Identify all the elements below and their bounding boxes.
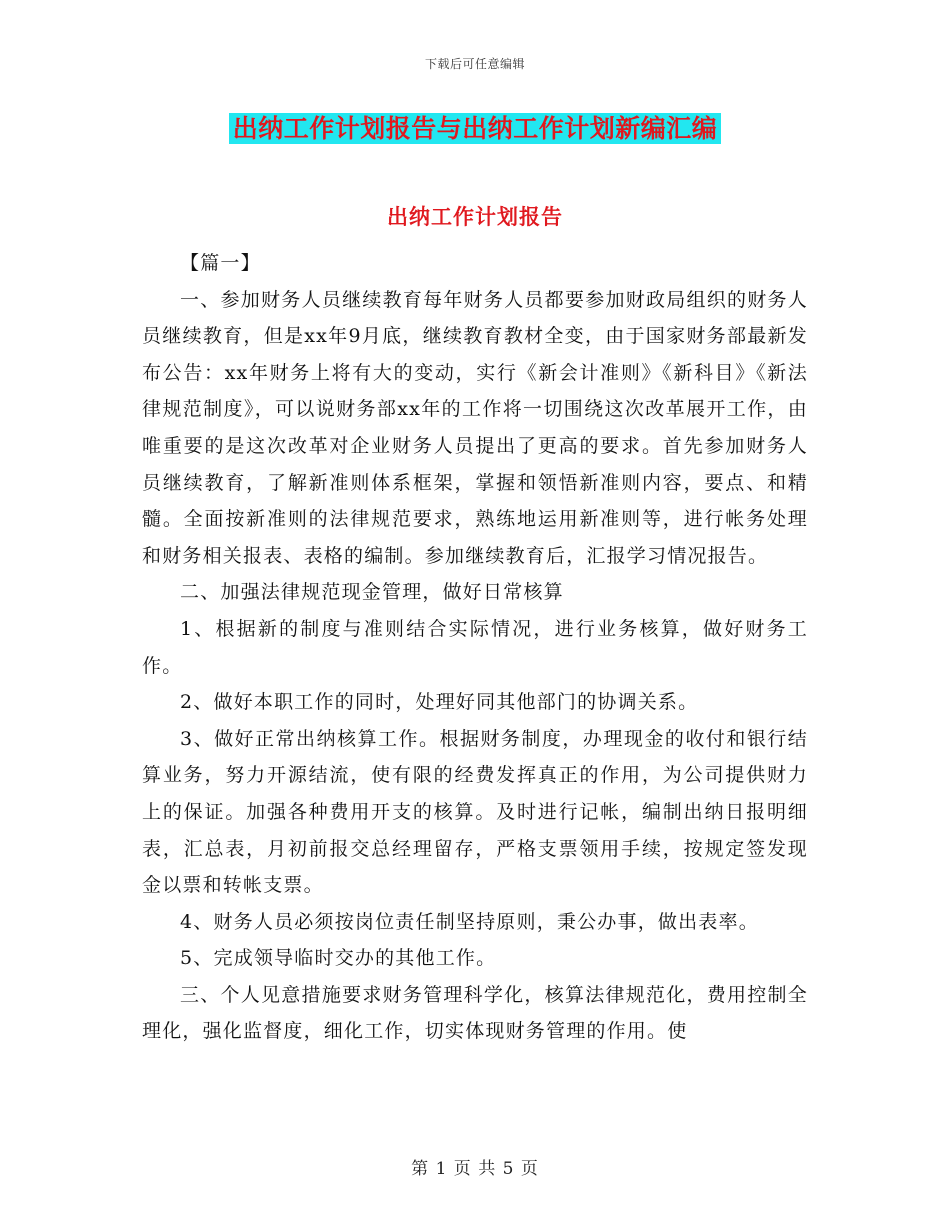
main-title: 出纳工作计划报告与出纳工作计划新编汇编 <box>229 113 722 144</box>
header-note: 下载后可任意编辑 <box>424 57 525 71</box>
section-title: 出纳工作计划报告 <box>387 205 563 229</box>
paragraph-8: 三、个人见意措施要求财务管理科学化，核算法律规范化，费用控制全理化，强化监督度，细化工作，切实体现财务管理的作用。使 <box>142 983 808 1043</box>
document-body <box>142 245 808 1050</box>
paragraph-2: 二、加强法律规范现金管理，做好日常核算 <box>180 581 564 604</box>
paragraph-3: 1、根据新的制度与准则结合实际情况，进行业务核算，做好财务工作。 <box>142 617 808 677</box>
paragraph-6: 4、财务人员必须按岗位责任制坚持原则，秉公办事，做出表率。 <box>180 910 759 933</box>
paragraph-7: 5、完成领导临时交办的其他工作。 <box>180 947 497 970</box>
part-label: 【篇一】 <box>180 252 261 274</box>
paragraph-4: 2、做好本职工作的同时，处理好同其他部门的协调关系。 <box>180 691 699 714</box>
main-title-container <box>0 113 950 144</box>
paragraph-1: 一、参加财务人员继续教育每年财务人员都要参加财政局组织的财务人员继续教育，但是xx年9月底，继续教育教材全变，由于国家财务部最新发布公告：xx年财务上将有大的变动，实行《新会计准则》《新科目》《新法律规范制度》，可以说财务部xx年的工作将一切围绕这次改革展开工作，由唯重要的是这次改革对企业财务人员提出了更高的要求。首先参加财务人员继续教育，了解新准则体系框架，掌握和领悟新准则内容，要点、和精髓。全面按新准则的法律规范要求，熟练地运用新准则等，进行帐务处理和财务相关报表、表格的编制。参加继续教育后，汇报学习情况报告。 <box>142 288 808 567</box>
page-footer: 第 1 页 共 5 页 <box>411 1159 539 1179</box>
paragraph-5: 3、做好正常出纳核算工作。根据财务制度，办理现金的收付和银行结算业务，努力开源结流，使有限的经费发挥真正的作用，为公司提供财力上的保证。加强各种费用开支的核算。及时进行记帐，编制出纳日报明细表，汇总表，月初前报交总经理留存，严格支票领用手续，按规定签发现金以票和转帐支票。 <box>142 727 808 897</box>
